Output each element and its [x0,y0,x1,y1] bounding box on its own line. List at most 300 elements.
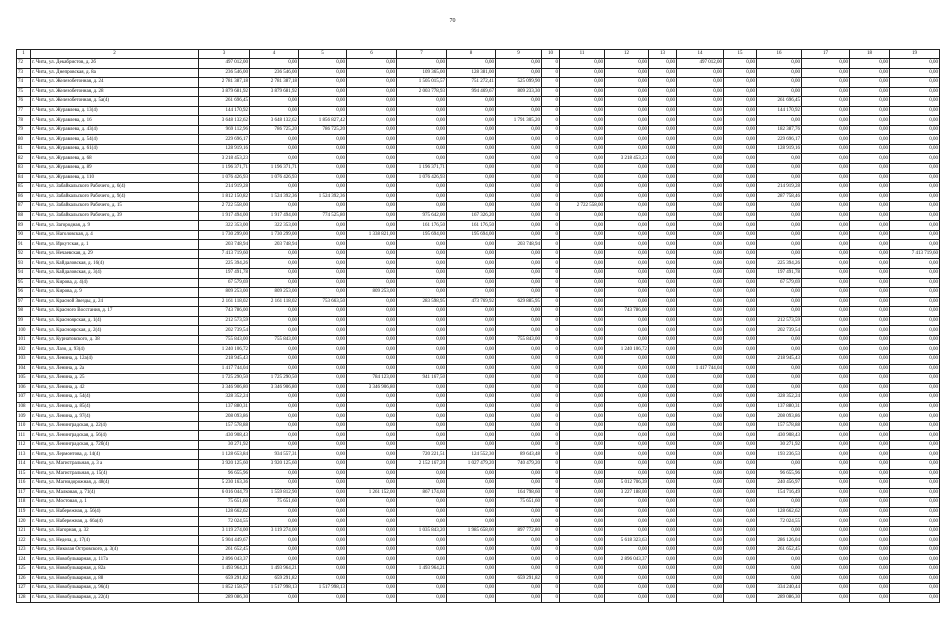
column-header: 1 [17,50,31,59]
amount-cell: 1 196 371,71 [250,164,299,174]
amount-cell: 0,00 [496,307,542,317]
amount-cell: 0,00 [347,135,397,145]
amount-cell: 0,00 [250,507,299,517]
amount-cell: 0 [542,574,560,584]
amount-cell: 0,00 [890,221,940,231]
amount-cell: 0,00 [560,545,605,555]
amount-cell: 0,00 [802,488,850,498]
amount-cell: 0,00 [560,469,605,479]
amount-cell: 0,00 [724,192,757,202]
amount-cell: 261 652,45 [757,545,802,555]
column-header: 11 [560,50,605,59]
amount-cell: 0,00 [447,154,496,164]
amount-cell: 0,00 [724,307,757,317]
amount-cell: 0,00 [649,526,677,536]
amount-cell: 0,00 [649,402,677,412]
amount-cell: 0,00 [649,450,677,460]
table-row [17,164,940,174]
amount-cell: 0,00 [397,507,447,517]
amount-cell: 0,00 [299,316,347,326]
amount-cell: 0 [542,307,560,317]
amount-cell: 0,00 [560,488,605,498]
amount-cell: 0,00 [496,564,542,574]
amount-cell: 0,00 [649,192,677,202]
amount-cell: 0,00 [496,144,542,154]
amount-cell: 0,00 [447,374,496,384]
amount-cell: 0,00 [299,106,347,116]
address-cell: г. Чита, ул. Мостовая, д. 1 [31,498,199,508]
amount-cell: 0,00 [496,230,542,240]
amount-cell: 0,00 [724,584,757,594]
amount-cell: 0,00 [724,526,757,536]
amount-cell: 0,00 [802,230,850,240]
address-cell: г. Чита, ул. Ленина, д. 54(4) [31,393,199,403]
amount-cell: 0,00 [890,125,940,135]
amount-cell: 0,00 [496,469,542,479]
row-number-cell: 88 [17,211,31,221]
amount-cell: 0,00 [299,383,347,393]
amount-cell: 0,00 [347,316,397,326]
amount-cell: 0,00 [724,297,757,307]
row-number-cell: 86 [17,192,31,202]
amount-cell: 0,00 [802,593,850,603]
amount-cell: 994 469,67 [447,87,496,97]
row-number-cell: 109 [17,412,31,422]
amount-cell: 0,00 [347,412,397,422]
amount-cell: 0,00 [802,517,850,527]
amount-cell: 0,00 [802,374,850,384]
amount-cell: 0,00 [496,536,542,546]
amount-cell: 0,00 [496,421,542,431]
amount-cell: 0,00 [397,135,447,145]
amount-cell: 137 880,31 [757,402,802,412]
row-number-cell: 90 [17,230,31,240]
table-row [17,87,940,97]
amount-cell: 0,00 [649,507,677,517]
amount-cell: 0,00 [605,297,649,307]
amount-cell: 0,00 [677,297,724,307]
amount-cell: 0,00 [850,269,890,279]
amount-cell: 0,00 [802,584,850,594]
amount-cell: 0,00 [802,116,850,126]
amount-cell: 0,00 [250,354,299,364]
amount-cell: 0,00 [605,230,649,240]
amount-cell: 0,00 [649,144,677,154]
amount-cell: 0,00 [250,364,299,374]
amount-cell: 5 230 163,36 [199,479,250,489]
page-number: 70 [449,18,456,24]
row-number-cell: 74 [17,78,31,88]
amount-cell: 0 [542,393,560,403]
row-number-cell: 81 [17,144,31,154]
amount-cell: 3 119 274,00 [199,526,250,536]
amount-cell: 7 413 719,60 [199,249,250,259]
amount-cell: 67 579,69 [757,278,802,288]
amount-cell: 0,00 [447,393,496,403]
row-number-cell: 112 [17,440,31,450]
amount-cell: 286 126,04 [757,536,802,546]
amount-cell: 0,00 [299,431,347,441]
address-cell: г. Чита, ул. Иркутская, д. 1 [31,240,199,250]
amount-cell: 0,00 [757,202,802,212]
amount-cell: 0,00 [649,393,677,403]
amount-cell: 0,00 [347,507,397,517]
amount-cell: 0,00 [677,78,724,88]
table-row [17,431,940,441]
amount-cell: 1 517 998,13 [299,584,347,594]
amount-cell: 0,00 [649,211,677,221]
amount-cell: 0,00 [605,402,649,412]
row-number-cell: 103 [17,354,31,364]
amount-cell: 0,00 [299,288,347,298]
amount-cell: 0 [542,297,560,307]
address-cell: г. Чита, ул. Ленина, д. 85(4) [31,402,199,412]
amount-cell: 0,00 [605,173,649,183]
amount-cell: 212 573,59 [757,316,802,326]
amount-cell: 0,00 [250,326,299,336]
amount-cell: 0,00 [605,507,649,517]
amount-cell: 0,00 [560,431,605,441]
amount-cell: 0,00 [250,402,299,412]
amount-cell: 0,00 [724,326,757,336]
column-header: 16 [757,50,802,59]
amount-cell: 0,00 [447,402,496,412]
amount-cell: 0,00 [677,412,724,422]
table-row [17,97,940,107]
amount-cell: 0,00 [560,459,605,469]
amount-cell: 0,00 [347,593,397,603]
amount-cell: 3 920 125,60 [199,459,250,469]
amount-cell: 0,00 [447,593,496,603]
amount-cell: 0,00 [299,59,347,69]
amount-cell: 0,00 [496,412,542,422]
amount-cell: 0,00 [802,278,850,288]
column-header: 17 [802,50,850,59]
row-number-cell: 76 [17,97,31,107]
table-row [17,192,940,202]
address-cell: г. Чита, ул. Нечаевская, д. 29 [31,249,199,259]
amount-cell: 0,00 [850,192,890,202]
amount-cell: 0,00 [757,374,802,384]
amount-cell: 0,00 [605,431,649,441]
amount-cell: 0,00 [649,469,677,479]
amount-cell: 934 557,31 [250,450,299,460]
amount-cell: 0,00 [724,154,757,164]
amount-cell: 0,00 [724,125,757,135]
amount-cell: 203 748,94 [496,240,542,250]
amount-cell: 0,00 [677,374,724,384]
amount-cell: 0,00 [677,450,724,460]
amount-cell: 0,00 [397,116,447,126]
amount-cell: 0,00 [757,498,802,508]
amount-cell: 0,00 [890,450,940,460]
address-cell: г. Чита, ул. Кайдаловская, д. 16(4) [31,259,199,269]
row-number-cell: 102 [17,345,31,355]
amount-cell: 0,00 [677,593,724,603]
amount-cell: 0,00 [560,526,605,536]
table-row [17,307,940,317]
amount-cell: 0,00 [724,68,757,78]
table-row [17,584,940,594]
amount-cell: 0,00 [677,498,724,508]
amount-cell: 0 [542,498,560,508]
amount-cell: 0,00 [649,335,677,345]
table-row [17,364,940,374]
amount-cell: 0,00 [605,517,649,527]
column-header: 10 [542,50,560,59]
amount-cell: 0,00 [850,393,890,403]
amount-cell: 0,00 [649,459,677,469]
amount-cell: 0,00 [397,517,447,527]
amount-cell: 0,00 [724,335,757,345]
amount-cell: 0,00 [605,97,649,107]
amount-cell: 0,00 [347,87,397,97]
amount-cell: 0,00 [447,469,496,479]
amount-cell: 0,00 [677,173,724,183]
amount-cell: 0,00 [347,574,397,584]
amount-cell: 193 236,53 [757,450,802,460]
amount-cell: 0,00 [605,125,649,135]
amount-cell: 0,00 [447,536,496,546]
address-cell: г. Чита, ул. Ленина, д. 97(4) [31,412,199,422]
amount-cell: 753 663,50 [299,297,347,307]
amount-cell: 0,00 [677,326,724,336]
amount-cell: 0,00 [250,345,299,355]
amount-cell: 0 [542,593,560,603]
amount-cell: 0,00 [496,555,542,565]
amount-cell: 1 524 392,36 [299,192,347,202]
amount-cell: 0,00 [560,517,605,527]
address-cell: г. Чита, ул. Наголовская, д. 4 [31,230,199,240]
amount-cell: 0,00 [850,459,890,469]
amount-cell: 0,00 [757,230,802,240]
amount-cell: 0,00 [890,68,940,78]
amount-cell: 0,00 [496,164,542,174]
amount-cell: 0,00 [724,259,757,269]
amount-cell: 0,00 [299,326,347,336]
address-cell: г. Чита, ул. Красной Звезды, д. 24 [31,297,199,307]
amount-cell: 2 722 558,00 [560,202,605,212]
amount-cell: 0,00 [560,192,605,202]
amount-cell: 0,00 [890,459,940,469]
amount-cell: 0,00 [447,249,496,259]
amount-cell: 0,00 [397,536,447,546]
amount-cell: 0,00 [724,593,757,603]
amount-cell: 0,00 [347,498,397,508]
amount-cell: 322 353,00 [250,221,299,231]
amount-cell: 0,00 [724,230,757,240]
table-row [17,479,940,489]
amount-cell: 809 253,00 [250,288,299,298]
table-body [17,59,940,603]
amount-cell: 0,00 [560,498,605,508]
amount-cell: 0,00 [605,288,649,298]
amount-cell: 0 [542,192,560,202]
amount-cell: 0,00 [677,517,724,527]
amount-cell: 0,00 [605,440,649,450]
amount-cell: 0,00 [447,240,496,250]
amount-cell: 0,00 [496,584,542,594]
amount-cell: 225 394,26 [199,259,250,269]
amount-cell: 0,00 [560,440,605,450]
amount-cell: 0,00 [649,354,677,364]
amount-cell: 334 240,44 [757,584,802,594]
column-header: 7 [397,50,447,59]
table-row [17,278,940,288]
amount-cell: 67 579,69 [199,278,250,288]
amount-cell: 0,00 [299,78,347,88]
amount-cell: 0,00 [850,173,890,183]
amount-cell: 0,00 [890,402,940,412]
amount-cell: 0,00 [850,488,890,498]
amount-cell: 0,00 [496,345,542,355]
amount-cell: 0 [542,87,560,97]
address-cell: г. Чита, ул. Нагорная, д. 32 [31,526,199,536]
table-row [17,59,940,69]
amount-cell: 0,00 [397,345,447,355]
amount-cell: 0,00 [250,307,299,317]
amount-cell: 0,00 [496,440,542,450]
amount-cell: 0,00 [605,59,649,69]
amount-cell: 0,00 [605,164,649,174]
row-number-cell: 108 [17,402,31,412]
amount-cell: 0,00 [560,164,605,174]
amount-cell: 0,00 [397,393,447,403]
amount-cell: 0,00 [802,211,850,221]
table-row [17,125,940,135]
amount-cell: 0,00 [605,249,649,259]
table-row [17,326,940,336]
amount-cell: 0,00 [677,116,724,126]
row-number-cell: 123 [17,545,31,555]
amount-cell: 0,00 [560,421,605,431]
row-number-cell: 116 [17,479,31,489]
amount-cell: 0,00 [347,144,397,154]
amount-cell: 261 652,45 [199,545,250,555]
amount-cell: 0,00 [649,364,677,374]
amount-cell: 0,00 [724,269,757,279]
amount-cell: 0,00 [757,297,802,307]
amount-cell: 0,00 [677,316,724,326]
amount-cell: 0,00 [802,555,850,565]
amount-cell: 0 [542,584,560,594]
row-number-cell: 107 [17,393,31,403]
table-row [17,240,940,250]
amount-cell: 0,00 [649,87,677,97]
amount-cell: 774 525,80 [299,211,347,221]
amount-cell: 0,00 [496,269,542,279]
amount-cell: 0,00 [649,345,677,355]
amount-cell: 0,00 [850,78,890,88]
amount-cell: 0,00 [447,164,496,174]
amount-cell: 1 730 299,00 [199,230,250,240]
address-cell: г. Чита, ул. Журавлева, д. 54(4) [31,135,199,145]
amount-cell: 0,00 [757,116,802,126]
amount-cell: 0,00 [347,421,397,431]
amount-cell: 0,00 [605,574,649,584]
amount-cell: 0,00 [447,59,496,69]
amount-cell: 720 221,51 [397,450,447,460]
amount-cell: 0,00 [605,202,649,212]
amount-cell: 0,00 [250,106,299,116]
amount-cell: 0,00 [496,326,542,336]
amount-cell: 0,00 [890,116,940,126]
amount-cell: 0,00 [890,97,940,107]
amount-cell: 0,00 [802,364,850,374]
amount-cell: 0,00 [724,507,757,517]
amount-cell: 0,00 [850,584,890,594]
amount-cell: 0,00 [850,564,890,574]
amount-cell: 0,00 [802,173,850,183]
amount-cell: 0,00 [649,125,677,135]
amount-cell: 0,00 [447,307,496,317]
amount-cell: 0,00 [724,97,757,107]
amount-cell: 0,00 [890,345,940,355]
amount-cell: 0,00 [560,364,605,374]
amount-cell: 1 856 827,42 [299,116,347,126]
amount-cell: 0,00 [605,278,649,288]
row-number-cell: 85 [17,183,31,193]
amount-cell: 0,00 [850,374,890,384]
amount-cell: 0,00 [724,383,757,393]
amount-cell: 0,00 [649,259,677,269]
amount-cell: 0,00 [347,345,397,355]
address-cell: г. Чита, ул. Красноярская, д. 2(4) [31,326,199,336]
address-cell: г. Чита, ул. Ленина, д. 2а [31,364,199,374]
amount-cell: 0,00 [677,507,724,517]
amount-cell: 0 [542,564,560,574]
amount-cell: 0,00 [447,192,496,202]
amount-cell: 0,00 [397,316,447,326]
amount-cell: 0,00 [724,278,757,288]
amount-cell: 0,00 [757,564,802,574]
amount-cell: 0,00 [802,78,850,88]
table-row [17,335,940,345]
address-cell: г. Чита, ул. Ленинградская, д. 72б(4) [31,440,199,450]
amount-cell: 0,00 [802,221,850,231]
amount-cell: 0,00 [677,383,724,393]
amount-cell: 0,00 [347,584,397,594]
amount-cell: 0,00 [347,97,397,107]
amount-cell: 0,00 [347,536,397,546]
amount-cell: 786 725,20 [299,125,347,135]
amount-cell: 240 456,97 [757,479,802,489]
row-number-cell: 83 [17,164,31,174]
row-number-cell: 111 [17,431,31,441]
amount-cell: 0,00 [802,135,850,145]
amount-cell: 659 291,82 [199,574,250,584]
amount-cell: 0,00 [850,335,890,345]
amount-cell: 0,00 [605,183,649,193]
amount-cell: 0 [542,221,560,231]
amount-cell: 0,00 [802,249,850,259]
address-cell: г. Чита, ул. Журавлева, д. 89 [31,164,199,174]
row-number-cell: 110 [17,421,31,431]
amount-cell: 0,00 [890,297,940,307]
amount-cell: 89 643,48 [496,450,542,460]
table-row [17,288,940,298]
amount-cell: 0,00 [447,498,496,508]
amount-cell: 0,00 [496,517,542,527]
amount-cell: 0,00 [605,78,649,88]
amount-cell: 0,00 [250,393,299,403]
table-row [17,412,940,422]
amount-cell: 0,00 [677,106,724,116]
amount-cell: 0,00 [299,421,347,431]
amount-cell: 0,00 [724,421,757,431]
amount-cell: 0,00 [347,125,397,135]
column-header: 18 [850,50,890,59]
